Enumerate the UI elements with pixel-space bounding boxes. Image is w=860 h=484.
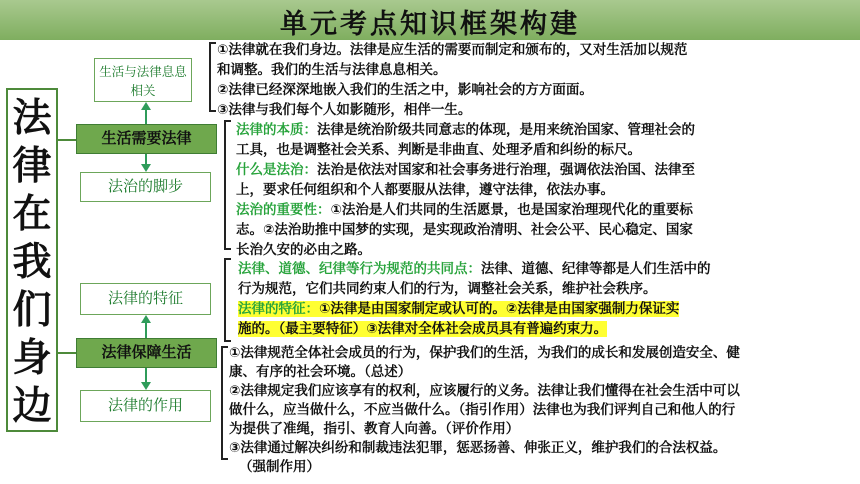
root-topic-char: 身 xyxy=(12,335,52,381)
node-rule-of-law xyxy=(80,172,211,202)
text-line: 康、有序的社会环境。（总述） xyxy=(229,364,412,380)
arrow-down-shaft xyxy=(145,154,147,164)
arrow-up-icon xyxy=(141,102,151,110)
root-topic-char: 律 xyxy=(12,143,52,189)
text-block-functions xyxy=(229,344,857,477)
root-topic-box xyxy=(6,88,58,432)
root-topic-char: 法 xyxy=(12,95,52,141)
node-life-law-label: 生活与法律息息相关 xyxy=(99,64,187,98)
text-span: 法律是统治阶级共同意志的体现，是用来统治国家、管理社会的 xyxy=(317,122,695,138)
root-topic-char: 边 xyxy=(12,383,52,429)
node-life-needs-law-label: 生活需要法律 xyxy=(101,129,192,147)
connector-root-lower xyxy=(58,352,76,354)
text-block-features xyxy=(238,259,858,339)
heading-what-is-rule-of-law: 什么是法治： xyxy=(236,162,317,178)
text-line: ①法律规范全体社会成员的行为，保护我们的生活，为我们的成长和发展创造安全、健 xyxy=(229,345,740,361)
text-span: ①法治是人们共同的生活愿景，也是国家治理现代化的重要标 xyxy=(330,202,693,218)
text-line: 和调整。我们的生活与法律息息相关。 xyxy=(217,62,447,78)
text-line: ②法律规定我们应该享有的权利，应该履行的义务。法律让我们懂得在社会生活中可以 xyxy=(229,383,740,399)
connector-root-upper xyxy=(58,139,76,141)
node-law-functions xyxy=(80,390,211,422)
text-line: 上，要求任何组织和个人都要服从法律，遵守法律，依法办事。 xyxy=(236,182,614,198)
brace-block-3 xyxy=(224,258,231,342)
root-topic-char: 在 xyxy=(12,191,52,237)
text-block-life-law xyxy=(217,40,857,120)
root-topic-char: 我 xyxy=(12,239,52,285)
heading-law-features: 法律的特征： xyxy=(238,301,319,317)
text-line: 工具，也是调整社会关系、判断是非曲直、处理矛盾和纠纷的标尺。 xyxy=(236,142,641,158)
heading-common-points: 法律、道德、纪律等行为规范的共同点： xyxy=(238,261,481,277)
text-line: 为提供了准绳，指引、教育人向善。（评价作用） xyxy=(229,421,520,437)
text-span: 法律、道德、纪律等都是人们生活中的 xyxy=(481,261,711,277)
node-law-functions-label: 法律的作用 xyxy=(107,396,183,414)
text-line: ③法律通过解决纠纷和制裁违法犯罪，惩恶扬善、伸张正义，维护我们的合法权益。 xyxy=(229,440,727,456)
text-span: 施的。（最主要特征）③法律对全体社会成员具有普遍约束力。 xyxy=(238,321,608,337)
arrow-down-icon-2 xyxy=(141,382,151,390)
arrow-down-icon xyxy=(141,164,151,172)
arrow-up-shaft-2 xyxy=(145,323,147,338)
brace-block-2 xyxy=(224,120,231,250)
text-span: ①法律是由国家制定或认可的。②法律是由国家强制力保证实 xyxy=(319,301,680,317)
text-line: （强制作用） xyxy=(239,459,320,475)
heading-importance: 法治的重要性： xyxy=(236,202,331,218)
arrow-up-icon-2 xyxy=(141,315,151,323)
node-law-features xyxy=(80,283,211,315)
heading-law-essence: 法律的本质： xyxy=(236,122,317,138)
text-line: 行为规范，它们共同约束人们的行为，调整社会关系，维护社会秩序。 xyxy=(238,281,657,297)
node-law-protects-life xyxy=(76,338,217,368)
text-line: ③法律与我们每个人如影随形，相伴一生。 xyxy=(217,102,472,118)
brace-block-4 xyxy=(221,346,228,460)
text-line: 志。②法治助推中国梦的实现，是实现政治清明、社会公平、民心稳定、国家 xyxy=(236,222,693,238)
text-block-rule-of-law xyxy=(236,120,856,260)
text-line: 做什么，应当做什么，不应当做什么。（指引作用）法律也为我们评判自己和他人的行 xyxy=(229,402,736,418)
text-span: 法治是依法对国家和社会事务进行治理，强调依法治国、法律至 xyxy=(317,162,695,178)
page-title: 单元考点知识框架构建 xyxy=(280,9,580,40)
arrow-up-shaft xyxy=(145,110,147,124)
node-life-law xyxy=(94,58,192,102)
text-line: 长治久安的必由之路。 xyxy=(236,242,371,258)
text-line: ②法律已经深深地嵌入我们的生活之中，影响社会的方方面面。 xyxy=(217,82,593,98)
node-life-needs-law xyxy=(76,124,217,154)
node-law-protects-life-label: 法律保障生活 xyxy=(101,343,192,361)
node-rule-of-law-label: 法治的脚步 xyxy=(107,177,183,195)
brace-block-1 xyxy=(209,42,216,112)
root-topic-char: 们 xyxy=(12,287,52,333)
node-law-features-label: 法律的特征 xyxy=(107,289,183,307)
text-line: ①法律就在我们身边。法律是应生活的需要而制定和颁布的，又对生活加以规范 xyxy=(217,42,688,58)
arrow-down-shaft-2 xyxy=(145,368,147,382)
